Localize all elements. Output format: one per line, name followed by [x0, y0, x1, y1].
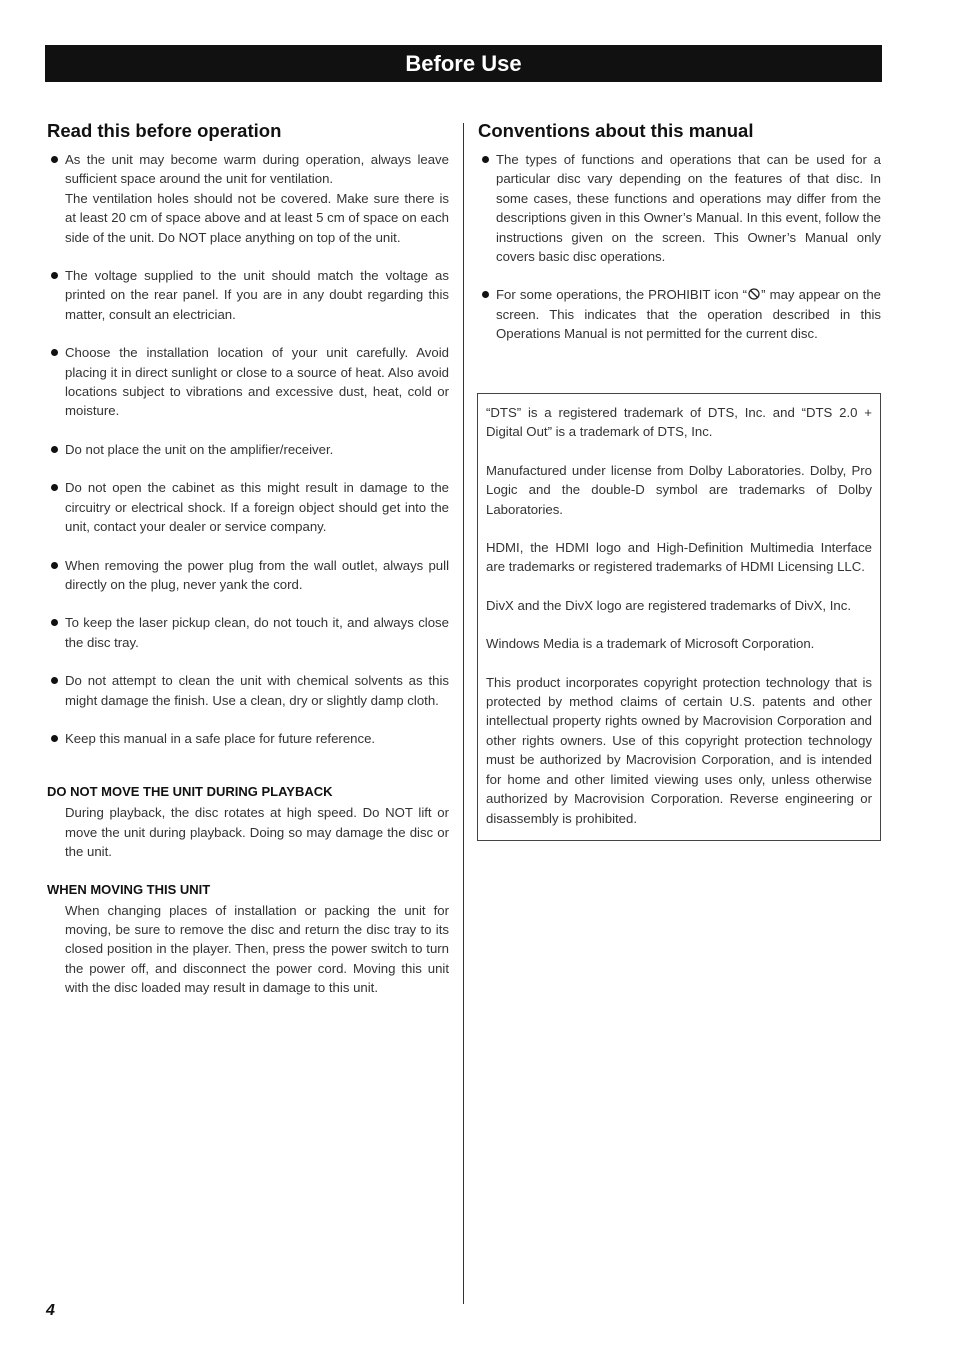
- list-item-text: To keep the laser pickup clean, do not touch it, and always close the disc tray.: [65, 615, 449, 650]
- list-item: [47, 729, 449, 748]
- moving-text: When changing places of installation or packing the unit for moving, be sure to remove the disc and return the disc tray to its closed position in the player. Then, press the power switch to turn the power off, and disconnect the power cord. Moving this unit with the disc loaded may result in damage to this unit.: [65, 902, 449, 996]
- list-item: [478, 150, 881, 266]
- left-column: [47, 118, 449, 998]
- subheading-moving: WHEN MOVING THIS UNIT: [47, 881, 211, 897]
- trademark-dts: “DTS” is a registered trademark of DTS, Inc. and “DTS 2.0 + Digital Out” is a trademark of DTS, Inc.: [486, 405, 872, 440]
- conventions-list: [478, 150, 881, 344]
- list-item-text: The voltage supplied to the unit should match the voltage as printed on the rear panel. If you are in any doubt regarding this matter, consult an electrician.: [65, 268, 449, 322]
- list-item-text: As the unit may become warm during operation, always leave sufficient space around the unit for ventilation.: [65, 152, 449, 187]
- page-title: Before Use: [405, 50, 522, 76]
- list-item: [47, 150, 449, 247]
- column-divider: [463, 123, 464, 1304]
- list-item-text: Keep this manual in a safe place for future reference.: [65, 730, 376, 746]
- list-item: [478, 285, 881, 343]
- trademark-macrovision: This product incorporates copyright protection technology that is protected by method claims of certain U.S. patents and other intellectual property rights owned by Macrovision Corporation and other rights owners. Use of this copyright protection technology must be authorized by Macrovision Corporation, and is intended for home and other limited viewing uses only, unless otherwise authorized by Macrovision Corporation. Reverse engineering or disassembly is prohibited.: [486, 674, 872, 826]
- section-heading-conventions: Conventions about this manual: [478, 120, 754, 141]
- section-heading-read-before: Read this before operation: [47, 120, 282, 141]
- list-item-text: Choose the installation location of your unit carefully. Avoid placing it in direct sunlight or close to a source of heat. Also avoid locations subject to vibrations and excessive dust, heat, cold or moisture.: [65, 345, 449, 419]
- list-item: [47, 440, 449, 459]
- list-item-text: Do not place the unit on the amplifier/receiver.: [65, 441, 334, 457]
- list-item: [47, 478, 449, 536]
- trademark-hdmi: HDMI, the HDMI logo and High-Definition Multimedia Interface are trademarks or registered trademarks of HDMI Licensing LLC.: [486, 540, 872, 575]
- list-item: [47, 556, 449, 595]
- prohibit-text-after: ” may appear on the screen. This indicates that the operation described in this Operations Manual is not permitted for the current disc.: [496, 287, 882, 342]
- list-item: [47, 613, 449, 652]
- page-title-bar: [45, 45, 882, 82]
- list-item: [47, 671, 449, 710]
- list-item-text: Do not attempt to clean the unit with chemical solvents as this might damage the finish. Use a clean, dry or slightly damp cloth.: [65, 673, 449, 708]
- trademark-windows-media: Windows Media is a trademark of Microsoft Corporation.: [486, 636, 815, 652]
- prohibit-icon: [748, 288, 760, 300]
- trademark-divx: DivX and the DivX logo are registered trademarks of DivX, Inc.: [486, 597, 852, 613]
- right-column: [478, 118, 881, 363]
- trademark-box: [477, 393, 881, 841]
- prohibit-text-before: For some operations, the PROHIBIT icon “: [496, 287, 748, 303]
- playback-text: During playback, the disc rotates at high speed. Do NOT lift or move the unit during playback. Doing so may damage the disc or the unit.: [65, 805, 449, 860]
- list-item: [47, 266, 449, 324]
- trademark-dolby: Manufactured under license from Dolby Laboratories. Dolby, Pro Logic and the double-D symbol are trademarks of Dolby Laboratories.: [486, 462, 872, 517]
- list-item-text: The ventilation holes should not be covered. Make sure there is at least 20 cm of space above and at least 5 cm of space on each side of the unit. Do NOT place anything on top of the unit.: [65, 190, 449, 245]
- list-item-text: [496, 285, 881, 343]
- list-item: [47, 343, 449, 421]
- precautions-list: [47, 150, 449, 748]
- page-number: 4: [46, 1302, 55, 1319]
- subheading-playback: DO NOT MOVE THE UNIT DURING PLAYBACK: [47, 784, 333, 800]
- list-item-text: The types of functions and operations that can be used for a particular disc vary depending on the features of that disc. In some cases, these functions and operations may differ from the descriptions given in this Owner’s Manual. In this event, follow the instructions given on the screen. This Owner’s Manual only covers basic disc operations.: [496, 152, 881, 265]
- list-item-text: Do not open the cabinet as this might result in damage to the circuitry or electrical shock. If a foreign object should get into the unit, contact your dealer or service company.: [65, 480, 449, 535]
- list-item-text: When removing the power plug from the wall outlet, always pull directly on the plug, never yank the cord.: [65, 557, 449, 592]
